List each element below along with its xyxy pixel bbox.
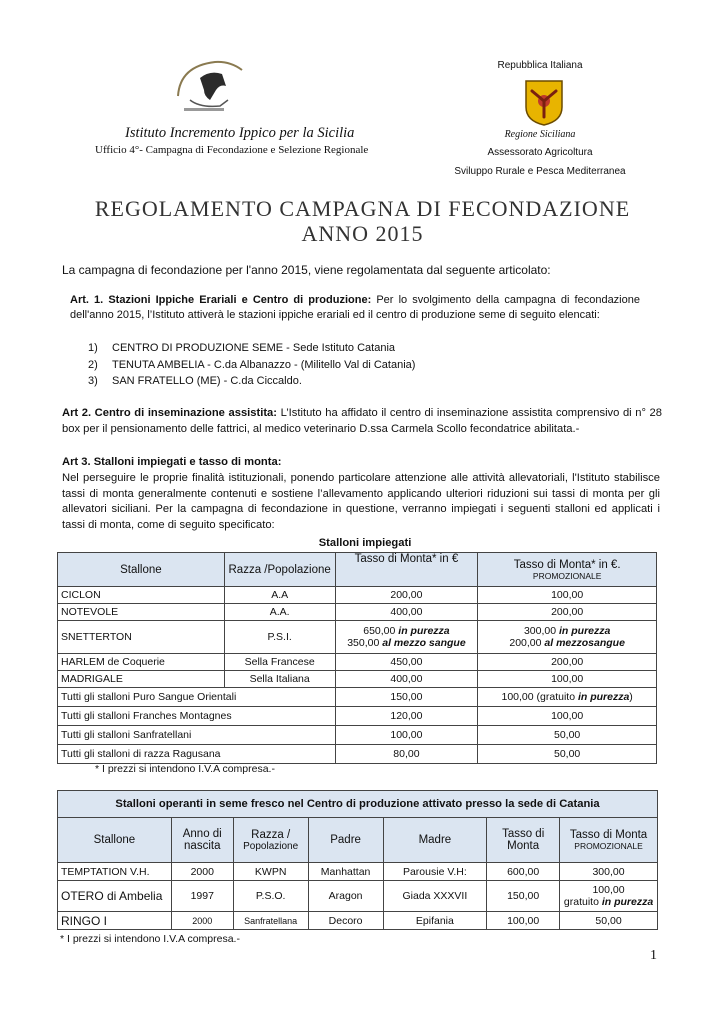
document-title: REGOLAMENTO CAMPAGNA DI FECONDAZIONE [94,196,631,221]
table-row: RINGO I 2000 Sanfratellana Decoro Epifania 100,00 50,00 [58,912,658,930]
table-1-caption: Stalloni impiegati [318,537,412,549]
region-label: Regione Siciliana [504,129,576,140]
article-3-heading: Art 3. Stalloni impiegati e tasso di monta: [62,456,282,468]
table-row: TEMPTATION V.H. 2000 KWPN Manhattan Parousie V.H: 600,00 300,00 [58,863,658,881]
table-row: Tutti gli stalloni Franches Montagnes 120,00 100,00 [58,707,657,726]
intro-paragraph: La campagna di fecondazione per l'anno 2015, viene regolamentata dal seguente articolato: [62,263,551,277]
list-item: 3) SAN FRATELLO (ME) - C.da Ciccaldo. [88,375,302,387]
article-2-text: L’Istituto ha affidato il centro di inseminazione assistita comprensivo di n° 28 box per il pensionamento delle fattrici, al medico veterinario D.ssa Carmela Scollo fecondatrice abilitata.- [62,407,662,435]
table-row: Tutti gli stalloni di razza Ragusana 80,00 50,00 [58,745,657,764]
page-number: 1 [650,948,657,963]
assessorato-label: Assessorato Agricoltura [487,147,593,158]
stalloni-table [57,552,657,764]
table-row: SNETTERTON P.S.I. 650,00 in purezza 350,00 al mezzo sangue 300,00 in purezza 200,00 al mezzosangue [58,621,657,654]
article-3-text: Nel perseguire le proprie finalità istituzionali, ponendo particolare attenzione alle attività allevatoriali, l'Istituto stabilisce tassi di monta generalmente contenuti e sostiene l’allevamento applicando ulteriori riduzioni sui tassi di monta per gli allevatori siciliani. Per la campagna di fecondazione in questione, verranno impiegati i seguenti stalloni ed applicati i tassi di monta, come di seguito specificato: [62,472,660,531]
seme-fresco-table [57,790,658,930]
table-row: Tutti gli stalloni Puro Sangue Orientali 150,00 100,00 (gratuito in purezza) [58,688,657,707]
table-1-note: * I prezzi si intendono I.V.A compresa.- [95,763,275,775]
list-item: 1) CENTRO DI PRODUZIONE SEME - Sede Istituto Catania [88,342,396,354]
sicily-crest-icon [524,79,564,127]
table-2-caption: Stalloni operanti in seme fresco nel Centro di produzione attivato presso la sede di Catania [58,791,658,818]
table-row: MADRIGALE Sella Italiana 400,00 100,00 [58,671,657,688]
table-row: HARLEM de Coquerie Sella Francese 450,00 200,00 [58,654,657,671]
table-2-note: * I prezzi si intendono I.V.A compresa.- [60,933,240,945]
table-row: Tutti gli stalloni Sanfratellani 100,00 50,00 [58,726,657,745]
document-year: ANNO 2015 [301,221,424,246]
article-2 [62,405,662,437]
table-row: NOTEVOLE A.A. 400,00 200,00 [58,604,657,621]
table-row: CICLON A.A 200,00 100,00 [58,587,657,604]
article-1-text: Per lo svolgimento della campagna di fecondazione dell'anno 2015, l’Istituto attiverà le stazioni ippiche erariali ed il centro di produzione seme di seguito elencati: [70,294,640,321]
table-header: Stallone Razza /Popolazione Tasso di Monta* in € Tasso di Monta* in €. PROMOZIONALE [58,553,657,587]
sviluppo-label: Sviluppo Rurale e Pesca Mediterranea [454,166,626,177]
article-2-heading: Art 2. Centro di inseminazione assistita: [62,407,277,419]
stations-list [88,342,588,392]
institute-name: Istituto Incremento Ippico per la Sicilia [125,125,355,141]
list-item: 2) TENUTA AMBELIA - C.da Albanazzo - (Militello Val di Catania) [88,358,416,371]
office-line: Ufficio 4°- Campagna di Fecondazione e Selezione Regionale [95,144,369,156]
institute-horse-logo [170,56,250,120]
article-1 [70,293,640,323]
table-header: Stallone Anno di nascita Razza / Popolazione Padre Madre Tasso di Monta Tasso di Monta PROMOZIONALE [58,818,658,863]
table-row: OTERO di Ambelia 1997 P.S.O. Aragon Giada XXXVII 150,00 100,00 gratuito in purezza [58,881,658,912]
republic-label: Repubblica Italiana [497,60,583,71]
article-1-heading: Art. 1. Stazioni Ippiche Erariali e Centro di produzione: [70,294,372,306]
